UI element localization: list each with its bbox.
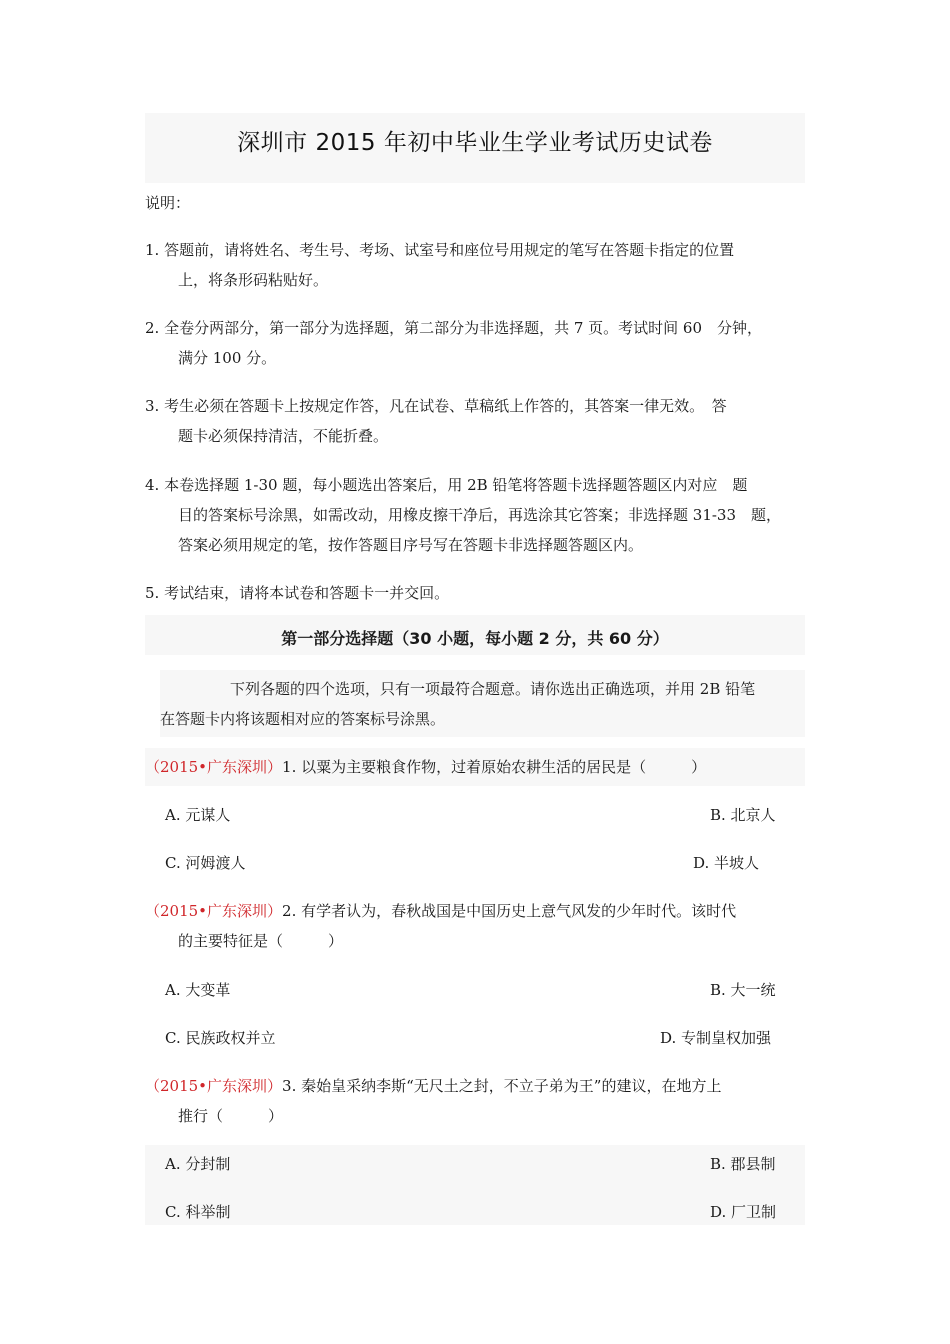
- question-2-source: （2015•广东深圳）: [145, 902, 283, 920]
- question-2-text-cont: 的主要特征是（ ）: [178, 932, 344, 950]
- question-3-source: （2015•广东深圳）: [145, 1077, 283, 1095]
- note-4-line1: 4. 本卷选择题 1-30 题，每小题选出答案后，用 2B 铅笔将答题卡选择题答题区内对应 题: [145, 476, 748, 494]
- q2-option-b: B. 大一统: [710, 981, 776, 999]
- note-2-line2: 满分 100 分。: [178, 349, 277, 367]
- question-3-stem: [145, 1071, 721, 1101]
- question-1-stem: [145, 752, 706, 782]
- q2-option-a: A. 大变革: [165, 981, 231, 999]
- q1-option-b: B. 北京人: [710, 806, 776, 824]
- instruction-line2: 在答题卡内将该题相对应的答案标号涂黑。: [160, 710, 446, 728]
- page-title: 深圳市 2015 年初中毕业生学业考试历史试卷: [237, 130, 713, 156]
- notes-label: 说明：: [145, 194, 191, 212]
- note-1-line2: 上，将条形码粘贴好。: [178, 271, 329, 289]
- q2-option-d: D. 专制皇权加强: [660, 1029, 772, 1047]
- question-3-text: 3. 秦始皇采纳李斯“无尺土之封，不立子弟为王”的建议，在地方上: [282, 1077, 722, 1095]
- q1-option-c: C. 河姆渡人: [165, 854, 246, 872]
- q3-option-a: A. 分封制: [165, 1155, 231, 1173]
- question3-options-shade: [145, 1145, 805, 1225]
- q3-option-d: D. 厂卫制: [710, 1203, 777, 1221]
- note-5-line1: 5. 考试结束，请将本试卷和答题卡一并交回。: [145, 584, 450, 602]
- note-4-line2: 目的答案标号涂黑，如需改动，用橡皮擦干净后，再选涂其它答案；非选择题 31-33 题，: [178, 506, 782, 524]
- question-1-text: 1. 以粟为主要粮食作物，过着原始农耕生活的居民是（ ）: [282, 758, 707, 776]
- q2-option-c: C. 民族政权并立: [165, 1029, 276, 1047]
- question-2-stem: [145, 896, 736, 926]
- question-3-text-cont: 推行（ ）: [178, 1107, 284, 1125]
- q3-option-c: C. 科举制: [165, 1203, 231, 1221]
- question-2-text: 2. 有学者认为，春秋战国是中国历史上意气风发的少年时代。该时代: [282, 902, 737, 920]
- note-3-line2: 题卡必须保持清洁，不能折叠。: [178, 427, 389, 445]
- question-1-source: （2015•广东深圳）: [145, 758, 283, 776]
- q1-option-d: D. 半坡人: [693, 854, 760, 872]
- note-1-line1: 1. 答题前，请将姓名、考生号、考场、试室号和座位号用规定的笔写在答题卡指定的位置: [145, 241, 735, 259]
- note-4-line3: 答案必须用规定的笔，按作答题目序号写在答题卡非选择题答题区内。: [178, 536, 644, 554]
- note-2-line1: 2. 全卷分两部分，第一部分为选择题，第二部分为非选择题，共 7 页。考试时间 60 分钟，: [145, 319, 763, 337]
- instruction-line1: 下列各题的四个选项，只有一项最符合题意。请你选出正确选项，并用 2B 铅笔: [230, 680, 756, 698]
- note-3-line1: 3. 考生必须在答题卡上按规定作答，凡在试卷、草稿纸上作答的，其答案一律无效。 答: [145, 397, 727, 415]
- section-title: 第一部分选择题（30 小题，每小题 2 分，共 60 分）: [281, 629, 669, 648]
- q3-option-b: B. 郡县制: [710, 1155, 776, 1173]
- q1-option-a: A. 元谋人: [165, 806, 231, 824]
